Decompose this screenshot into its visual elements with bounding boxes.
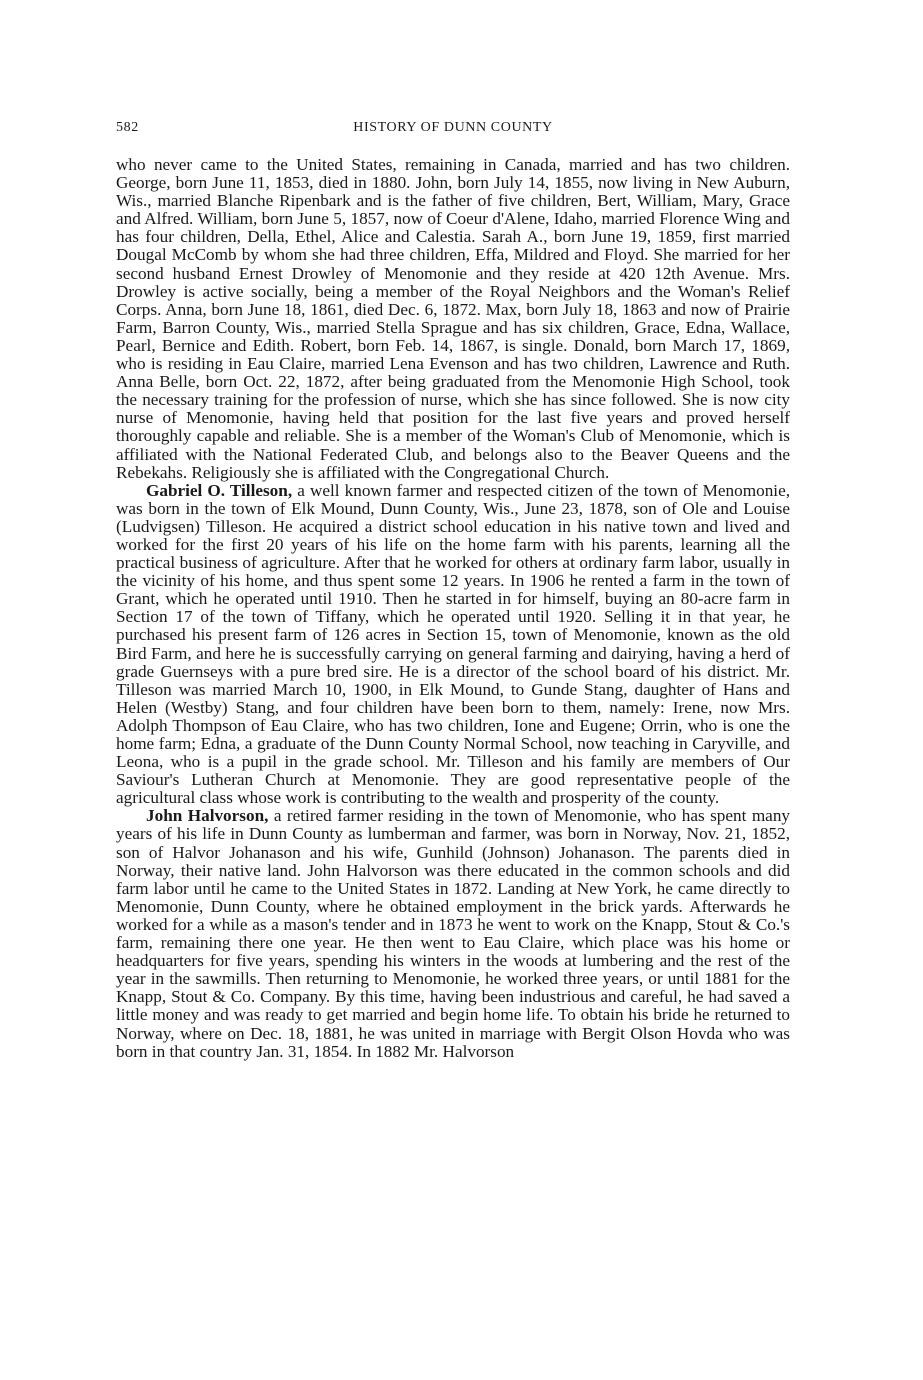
book-page — [116, 116, 790, 1061]
page-header — [116, 116, 790, 142]
paragraph-text: a retired farmer residing in the town of Menomonie, who has spent many years of his life in Dunn County as lumberman and farmer, was born in Norway, Nov. 21, 1852, son of Halvor Johanason and his wife, Gunhild (Johnson) Johanason. The parents died in Norway, their native land. John Halvorson was there educated in the common schools and did farm labor until he came to the United States in 1872. Landing at New York, he came directly to Menomonie, Dunn County, where he obtained employment in the brick yards. Afterwards he worked for a while as a mason's tender and in 1873 he went to work on the Knapp, Stout & Co.'s farm, remaining there one year. He then went to Eau Claire, which place was his home or headquarters for five years, spending his winters in the woods at lumbering and the rest of the year in the sawmills. Then returning to Menomonie, he worked three years, or until 1881 for the Knapp, Stout & Co. Company. By this time, having been industrious and careful, he had saved a little money and was ready to get married and begin home life. To obtain his bride he returned to Norway, where on Dec. 18, 1881, he was united in marriage with Bergit Olson Hovda who was born in that country Jan. 31, 1854. In 1882 Mr. Halvorson — [116, 806, 791, 1061]
page-number: 582 — [116, 120, 139, 135]
running-head: HISTORY OF DUNN COUNTY — [353, 120, 553, 135]
paragraph-text: who never came to the United States, remaining in Canada, married and has two children. George, born June 11, 1853, died in 1880. John, born July 14, 1855, now living in New Auburn, Wis., married Blanche Ripenbark and is the father of five children, Bert, William, Mary, Grace and Alfred. William, born June 5, 1857, now of Coeur d'Alene, Idaho, married Florence Wing and has four children, Della, Ethel, Alice and Calestia. Sarah A., born June 19, 1859, first married Dougal McComb by whom she had three children, Effa, Mildred and Floyd. She married for her second husband Ernest Drowley of Menomonie and they reside at 420 12th Avenue. Mrs. Drowley is active socially, being a member of the Royal Neighbors and the Woman's Relief Corps. Anna, born June 18, 1861, died Dec. 6, 1872. Max, born July 18, 1863 and now of Prairie Farm, Barron County, Wis., married Stella Sprague and has six children, Grace, Edna, Wallace, Pearl, Bernice and Edith. Robert, born Feb. 14, 1867, is single. Donald, born March 17, 1869, who is residing in Eau Claire, married Lena Evenson and has two children, Lawrence and Ruth. Anna Belle, born Oct. 22, 1872, after being graduated from the Menomonie High School, took the necessary training for the profession of nurse, which she has since followed. She is now city nurse of Menomonie, having held that position for the last five years and proved herself thoroughly capable and reliable. She is a member of the Woman's Club of Menomonie, which is affiliated with the National Federated Club, and belongs also to the Beaver Queens and the Rebekahs. Religiously she is affiliated with the Congregational Church. — [116, 155, 790, 482]
paragraph-text: a well known farmer and respected citizen of the town of Menomonie, was born in the town of Elk Mound, Dunn County, Wis., June 23, 1878, son of Ole and Louise (Ludvigsen) Tilleson. He acquired a district school education in his native town and lived and worked for the first 20 years of his life on the home farm with his parents, learning all the practical business of agriculture. After that he worked for others at ordinary farm labor, usually in the vicinity of his home, and thus spent some 12 years. In 1906 he rented a farm in the town of Grant, which he operated until 1910. Then he started in for himself, buying an 80-acre farm in Section 17 of the town of Tiffany, which he operated until 1920. Selling it in that year, he purchased his present farm of 126 acres in Section 15, town of Menomonie, known as the old Bird Farm, and here he is successfully carrying on general farming and dairying, having a herd of grade Guernseys with a pure bred sire. He is a director of the school board of his district. Mr. Tilleson was married March 10, 1900, in Elk Mound, to Gunde Stang, daughter of Hans and Helen (Westby) Stang, and four children have been born to them, namely: Irene, now Mrs. Adolph Thompson of Eau Claire, who has two children, Ione and Eugene; Orrin, who is one the home farm; Edna, a graduate of the Dunn County Normal School, now teaching in Caryville, and Leona, who is a pupil in the grade school. Mr. Tilleson and his family are members of Our Saviour's Lutheran Church at Menomonie. They are good representative people of the agricultural class whose work is contributing to the wealth and prosperity of the county. — [116, 480, 790, 808]
paragraph-family-continuation — [116, 156, 790, 482]
biography-subject-name: John Halvorson, — [146, 806, 269, 826]
body-text — [116, 156, 790, 1061]
paragraph-gabriel-tilleson — [116, 482, 790, 808]
biography-subject-name: Gabriel O. Tilleson, — [146, 480, 293, 500]
paragraph-john-halvorson — [116, 807, 790, 1060]
